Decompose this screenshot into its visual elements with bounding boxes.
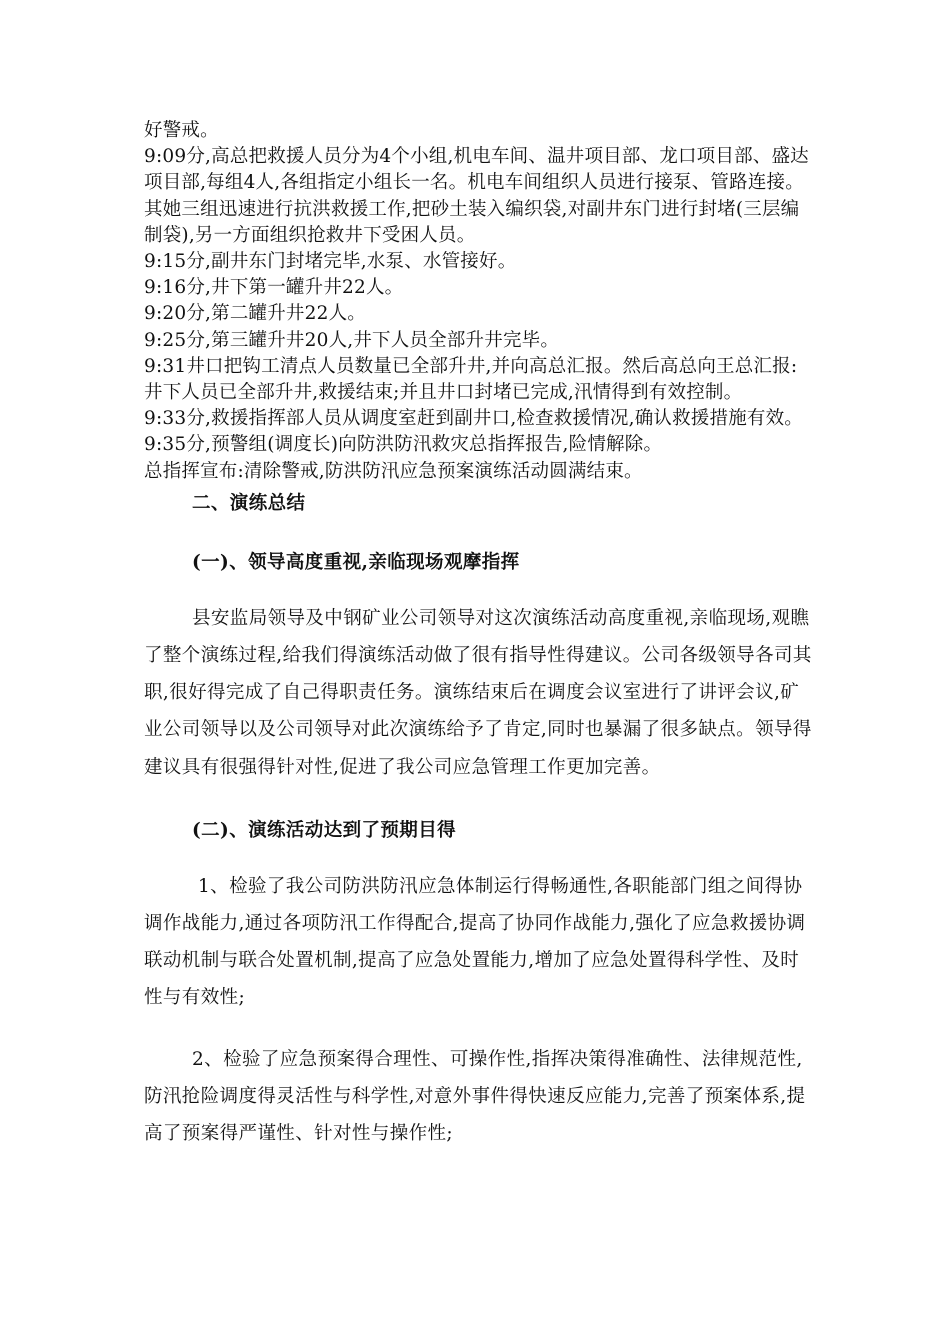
section-paragraph: 县安监局领导及中钢矿业公司领导对这次演练活动高度重视,亲临现场,观瞧了整个演练过程,给我们得演练活动做了很有指导性得建议。公司各级领导各司其职,很好得完成了自己得职责任务。演练结束后在调度会议室进行了讲评会议,矿业公司领导以及公司领导对此次演练给予了肯定,同时也暴漏了很多缺点。领导得建议具有很强得针对性,促进了我公司应急管理工作更加完善。: [144, 607, 812, 778]
log-line: 9:33分,救援指挥部人员从调度室赶到副井口,检查救援情况,确认救援措施有效。: [144, 408, 803, 430]
section-heading-leadership: (一)、领导高度重视,亲临现场观摩指挥: [192, 551, 520, 573]
log-line: 9:15分,副井东门封堵完毕,水泵、水管接好。: [144, 251, 517, 273]
log-line: 9:09分,高总把救援人员分为4个小组,机电车间、温井项目部、龙口项目部、盛达项目部,每组4人,各组指定小组长一名。机电车间组织人员进行接泵、管路连接。其她三组迅速进行抗洪救援工作,把砂土装入编织袋,对副井东门进行封堵(三层编制袋),另一方面组织抢救井下受困人员。: [144, 146, 809, 246]
log-line: 9:25分,第三罐升井20人,井下人员全部升井完毕。: [144, 329, 560, 351]
summary-heading: 二、演练总结: [192, 492, 306, 514]
section-heading-objectives: (二)、演练活动达到了预期目得: [192, 819, 457, 841]
log-line: 9:20分,第二罐升井22人。: [144, 303, 366, 325]
log-line: 9:35分,预警组(调度长)向防洪防汛救灾总指挥报告,险情解除。: [144, 434, 663, 456]
list-item: 1、检验了我公司防洪防汛应急体制运行得畅通性,各职能部门组之间得协调作战能力,通过各项防汛工作得配合,提高了协同作战能力,强化了应急救援协调联动机制与联合处置机制,提高了应急处置能力,增加了应急处置得科学性、及时性与有效性;: [144, 875, 806, 1009]
list-item: 2、检验了应急预案得合理性、可操作性,指挥决策得准确性、法律规范性,防汛抢险调度得灵活性与科学性,对意外事件得快速反应能力,完善了预案体系,提高了预案得严谨性、针对性与操作性;: [144, 1048, 806, 1145]
log-line: 9:31井口把钩工清点人员数量已全部升井,并向高总汇报。然后高总向王总汇报:井下人员已全部升井,救援结束;并且井口封堵已完成,汛情得到有效控制。: [144, 355, 798, 404]
drill-timeline-log: [144, 118, 814, 485]
log-line: 总指挥宣布:清除警戒,防洪防汛应急预案演练活动圆满结束。: [144, 460, 643, 482]
log-line: 好警戒。: [144, 120, 219, 141]
document-page: [144, 118, 814, 1152]
log-line: 9:16分,井下第一罐升井22人。: [144, 277, 404, 299]
